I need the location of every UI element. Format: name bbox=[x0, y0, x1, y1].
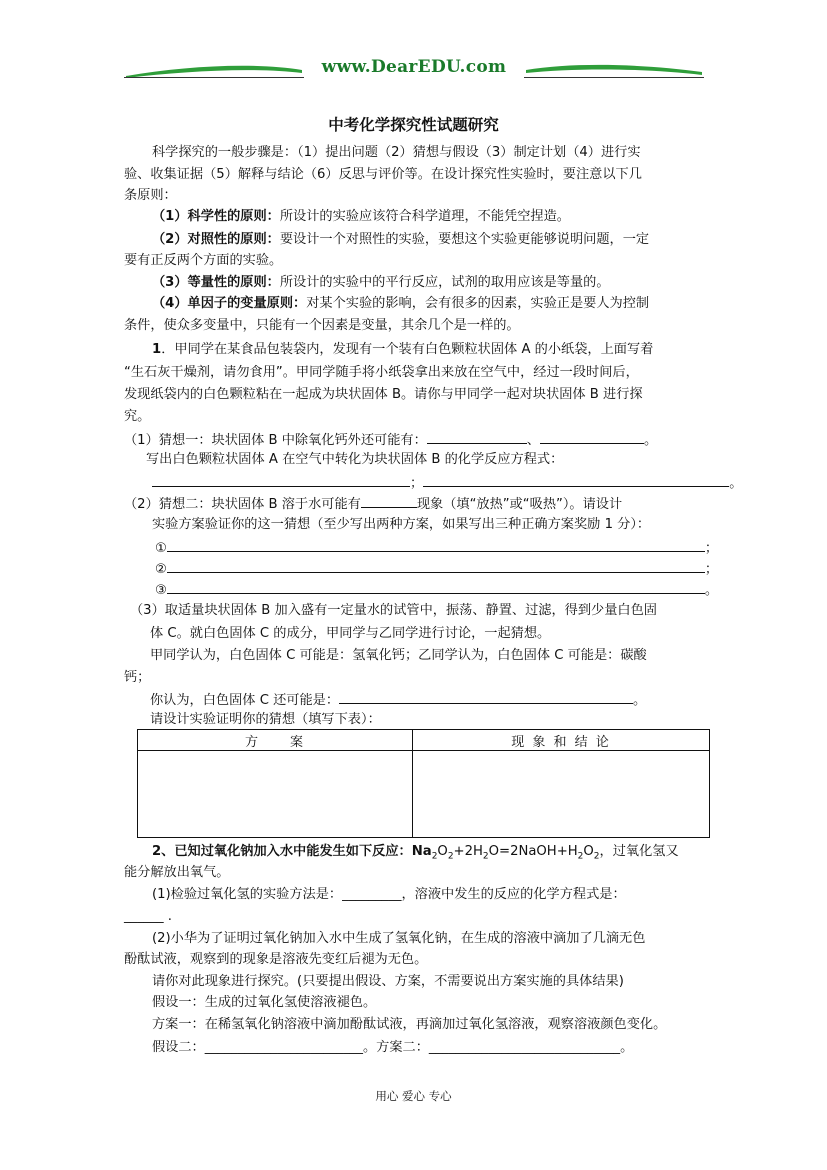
period: 。 bbox=[643, 433, 658, 448]
principle-item bbox=[152, 295, 649, 313]
subscript: 2 bbox=[431, 851, 438, 862]
answer-blank[interactable] bbox=[167, 580, 705, 594]
formula-part: +2H bbox=[453, 844, 483, 859]
question-1-line: 发现纸袋内的白色颗粒粘在一起成为块状固体 B。请你与甲同学一起对块状固体 B 进行探 bbox=[124, 387, 643, 402]
separator: ； bbox=[704, 562, 719, 577]
period: 。 bbox=[704, 583, 719, 598]
principle-item bbox=[152, 208, 570, 226]
question-2-line: 假设一：生成的过氧化氢使溶液褪色。 bbox=[152, 995, 377, 1010]
site-header bbox=[124, 56, 704, 84]
question-2-line bbox=[152, 843, 679, 866]
question-1-line bbox=[152, 341, 653, 359]
separator: ； bbox=[410, 476, 424, 491]
option-line bbox=[155, 559, 718, 579]
intro-line: 科学探究的一般步骤是：（1）提出问题（2）猜想与假设（3）制定计划（4）进行实 bbox=[152, 145, 641, 160]
principle-item bbox=[124, 317, 520, 335]
question-text: ．甲同学在某食品包装袋内，发现有一个装有白色颗粒状固体 A 的小纸袋，上面写着 bbox=[161, 342, 654, 357]
question-2-text: 2、已知过氧化钠加入水中能发生如下反应：Na bbox=[152, 844, 432, 859]
principle-label: （2）对照性的原则： bbox=[152, 232, 280, 247]
principle-label: （4）单因子的变量原则： bbox=[152, 296, 307, 311]
part-three-text: 你认为，白色固体 C 还可能是： bbox=[150, 693, 340, 708]
principle-text: 要设计一个对照性的实验，要想这个实验更能够说明问题，一定 bbox=[279, 232, 650, 247]
table-cell-result[interactable] bbox=[413, 751, 710, 838]
question-1-line: 究。 bbox=[124, 409, 151, 424]
principle-text: 对某个实验的影响，会有很多的因素，实验正是要人为控制 bbox=[306, 296, 650, 311]
answer-blank[interactable] bbox=[167, 538, 705, 552]
subscript: 2 bbox=[577, 851, 584, 862]
principle-item bbox=[152, 231, 649, 249]
part-three-line: 体 C。就白色固体 C 的成分，甲同学与乙同学进行讨论，一起猜想。 bbox=[150, 626, 551, 641]
option-marker: ③ bbox=[155, 583, 167, 598]
answer-blank[interactable] bbox=[152, 473, 410, 487]
answer-blank[interactable] bbox=[427, 430, 527, 444]
principle-text: 所设计的实验应该符合科学道理，不能凭空捏造。 bbox=[279, 209, 570, 224]
answer-blank[interactable] bbox=[339, 690, 633, 704]
guess-two-text: 现象（填“放热”或“吸热”）。请设计 bbox=[416, 497, 623, 512]
option-marker: ② bbox=[155, 562, 167, 577]
question-2-line: (1)检验过氧化氢的实验方法是：_________，溶液中发生的反应的化学方程式是： bbox=[152, 887, 626, 902]
period: 。 bbox=[729, 476, 743, 491]
part-three-line: 甲同学认为，白色固体 C 可能是：氢氧化钙；乙同学认为，白色固体 C 可能是：碳酸 bbox=[150, 648, 647, 663]
equation-prompt: 写出白色颗粒状固体 A 在空气中转化为块状固体 B 的化学反应方程式： bbox=[146, 452, 564, 467]
equation-blank-line bbox=[152, 473, 742, 493]
answer-blank[interactable] bbox=[361, 494, 417, 508]
question-2-line: 能分解放出氧气。 bbox=[124, 865, 230, 880]
question-2-line: 假设二：________________________。方案二：_____________________________。 bbox=[152, 1040, 634, 1055]
separator: ； bbox=[704, 541, 719, 556]
guess-two-line bbox=[124, 494, 622, 514]
principle-text: 条件，使众多变量中，只能有一个因素是变量，其余几个是一样的。 bbox=[124, 318, 520, 333]
guess-two-text: （2）猜想二：块状固体 B 溶于水可能有 bbox=[124, 497, 361, 512]
question-2-line: 方案一：在稀氢氧化钠溶液中滴加酚酞试液，再滴加过氧化氢溶液，观察溶液颜色变化。 bbox=[152, 1017, 667, 1032]
part-three-line: 请设计实验证明你的猜想（填写下表）： bbox=[150, 712, 381, 727]
principle-label: （3）等量性的原则： bbox=[152, 275, 280, 290]
formula-part: O=2NaOH+H bbox=[488, 844, 578, 859]
part-three-line: 钙； bbox=[124, 670, 151, 685]
guess-two-line: 实验方案验证你的这一猜想（至少写出两种方案，如果写出三种正确方案奖励 1 分）： bbox=[152, 517, 651, 532]
question-1-line: “生石灰干燥剂，请勿食用”。甲同学随手将小纸袋拿出来放在空气中，经过一段时间后， bbox=[124, 365, 639, 380]
part-three-line bbox=[150, 690, 646, 710]
site-logo[interactable]: www.DearEDU.com bbox=[304, 56, 524, 78]
formula-part: O bbox=[437, 844, 448, 859]
question-2-line: (2)小华为了证明过氧化钠加入水中生成了氢氧化钠，在生成的溶液中滴加了几滴无色 bbox=[152, 931, 646, 946]
answer-blank[interactable] bbox=[167, 559, 705, 573]
period: 。 bbox=[633, 693, 647, 708]
principle-text: 所设计的实验中的平行反应，试剂的取用应该是等量的。 bbox=[279, 275, 610, 290]
option-marker: ① bbox=[155, 541, 167, 556]
answer-blank[interactable] bbox=[423, 473, 729, 487]
subscript: 2 bbox=[593, 851, 600, 862]
intro-line: 条原则： bbox=[124, 188, 177, 203]
question-2-text: ，过氧化氢又 bbox=[599, 844, 679, 859]
page-footer: 用心 爱心 专心 bbox=[375, 1089, 452, 1103]
option-line bbox=[155, 580, 718, 600]
option-line bbox=[155, 538, 718, 558]
principle-item bbox=[124, 252, 282, 270]
principle-label: （1）科学性的原则： bbox=[152, 209, 280, 224]
question-2-line: 请你对此现象进行探究。(只要提出假设、方案，不需要说出方案实施的具体结果) bbox=[152, 974, 624, 989]
guess-one-text: （1）猜想一：块状固体 B 中除氧化钙外还可能有： bbox=[124, 433, 427, 448]
answer-blank[interactable] bbox=[540, 430, 644, 444]
page-title: 中考化学探究性试题研究 bbox=[328, 116, 499, 134]
principle-item bbox=[152, 274, 610, 292]
table-header-plan: 方 案 bbox=[138, 730, 413, 751]
part-three-line: （3）取适量块状固体 B 加入盛有一定量水的试管中，振荡、静置、过滤，得到少量白色固 bbox=[130, 603, 657, 618]
separator: 、 bbox=[526, 433, 540, 448]
question-number: 1 bbox=[152, 342, 162, 357]
guess-one-line bbox=[124, 430, 657, 450]
subscript: 2 bbox=[482, 851, 489, 862]
formula-part: O bbox=[583, 844, 594, 859]
question-2-line: ______ . bbox=[124, 909, 172, 924]
question-2-line: 酚酞试液，观察到的现象是溶液先变红后褪为无色。 bbox=[124, 952, 428, 967]
table-header-result: 现 象 和 结 论 bbox=[413, 730, 710, 751]
intro-line: 验、收集证据（5）解释与结论（6）反思与评价等。在设计探究性实验时，要注意以下几 bbox=[124, 167, 642, 182]
principle-text: 要有正反两个方面的实验。 bbox=[124, 253, 283, 268]
experiment-table bbox=[137, 729, 710, 838]
subscript: 2 bbox=[447, 851, 454, 862]
table-cell-plan[interactable] bbox=[138, 751, 413, 838]
